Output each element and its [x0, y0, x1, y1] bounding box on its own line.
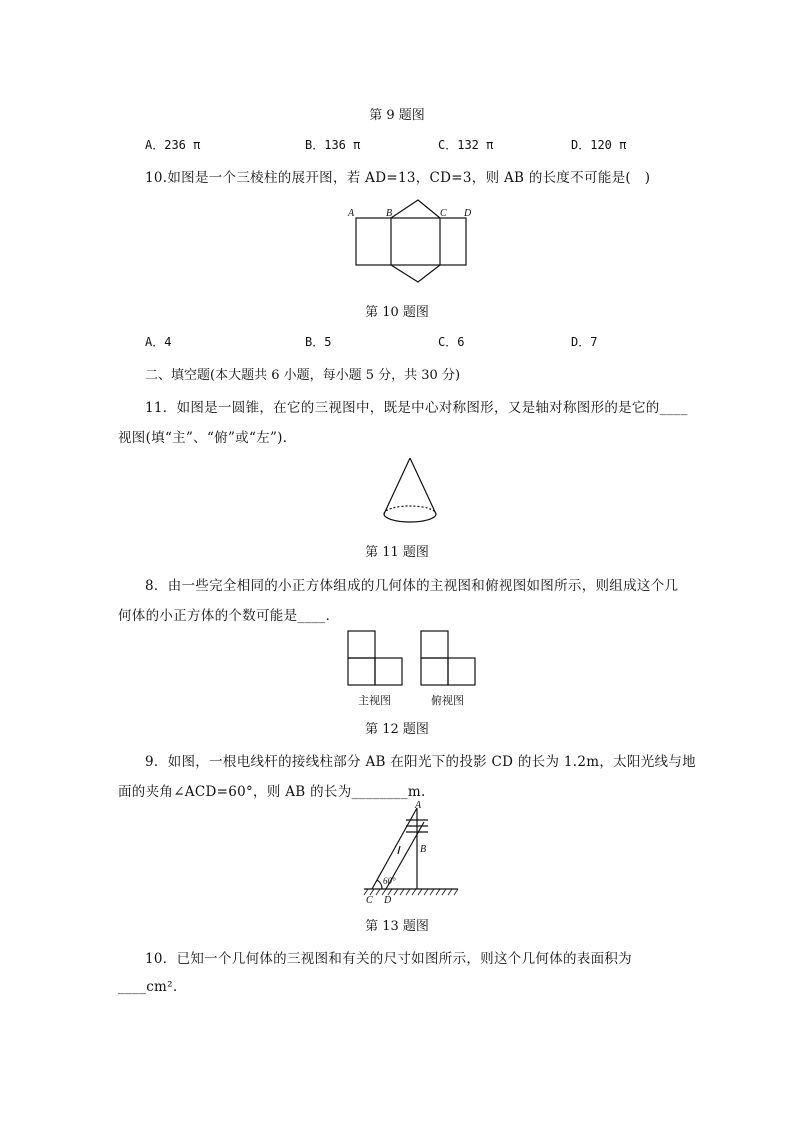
pole-label-b: B	[420, 844, 427, 855]
q10-text: 10.如图是一个三棱柱的展开图，若 AD=13，CD=3，则 AB 的长度不可能是( )	[145, 170, 651, 186]
q12-line1: 8．由一些完全相同的小正方体组成的几何体的主视图和俯视图如图所示，则组成这个几	[145, 578, 679, 594]
q10-option-b: B．5	[305, 335, 332, 349]
q12-caption: 第 12 题图	[365, 722, 429, 737]
q9-option-c: C．132 π	[438, 138, 494, 152]
front-view-label: 主视图	[358, 694, 391, 707]
q11-line2: 视图(填“主”、“俯”或“左”)．	[118, 430, 297, 446]
front-view-figure	[347, 630, 403, 686]
angle-label: 60°	[383, 876, 396, 886]
net-label-d: D	[464, 208, 472, 219]
q12-line2: 何体的小正方体的个数可能是____．	[118, 608, 340, 624]
q11-caption: 第 11 题图	[365, 545, 429, 560]
cone-base-front	[384, 514, 436, 522]
q11-line1: 11．如图是一圆锥，在它的三视图中，既是中心对称图形，又是轴对称图形的是它的____	[145, 400, 688, 416]
top-view-figure	[420, 630, 476, 686]
net-top-triangle	[391, 200, 440, 218]
q10-option-c: C．6	[438, 335, 465, 349]
q9-option-d: D．120 π	[571, 138, 627, 152]
net-label-c: C	[440, 208, 447, 219]
q10-caption: 第 10 题图	[365, 305, 429, 320]
pole-label-d: D	[384, 895, 392, 906]
q9-option-a: A．236 π	[145, 138, 201, 152]
q14-line1: 10．已知一个几何体的三视图和有关的尺寸如图所示，则这个几何体的表面积为	[145, 951, 632, 967]
pole-shadow-figure	[360, 802, 460, 907]
angle-arc	[377, 880, 382, 889]
q13-line1: 9．如图，一根电线杆的接线柱部分 AB 在阳光下的投影 CD 的长为 1.2m，太阳光线与地	[145, 754, 696, 770]
pole-label-c: C	[366, 895, 373, 906]
section-heading: 二、填空题(本大题共 6 小题，每小题 5 分，共 30 分)	[145, 368, 461, 383]
net-label-a: A	[348, 208, 355, 219]
q10-option-a: A．4	[145, 335, 172, 349]
net-rect	[356, 218, 466, 265]
q9-option-b: B．136 π	[305, 138, 361, 152]
cone-figure	[380, 456, 440, 528]
pole-label-a: A	[415, 800, 422, 811]
q9-caption: 第 9 题图	[369, 108, 425, 123]
q13-line2: 面的夹角∠ACD=60°，则 AB 的长为________m.	[118, 784, 426, 800]
net-label-b: B	[386, 208, 393, 219]
net-bottom-triangle	[391, 265, 440, 282]
top-view-label: 俯视图	[431, 694, 464, 707]
q14-line2: ____cm².	[118, 979, 178, 995]
prism-net-figure	[340, 198, 480, 288]
q13-caption: 第 13 题图	[365, 919, 429, 934]
cone-base-back	[384, 506, 436, 514]
q10-option-d: D．7	[571, 335, 598, 349]
